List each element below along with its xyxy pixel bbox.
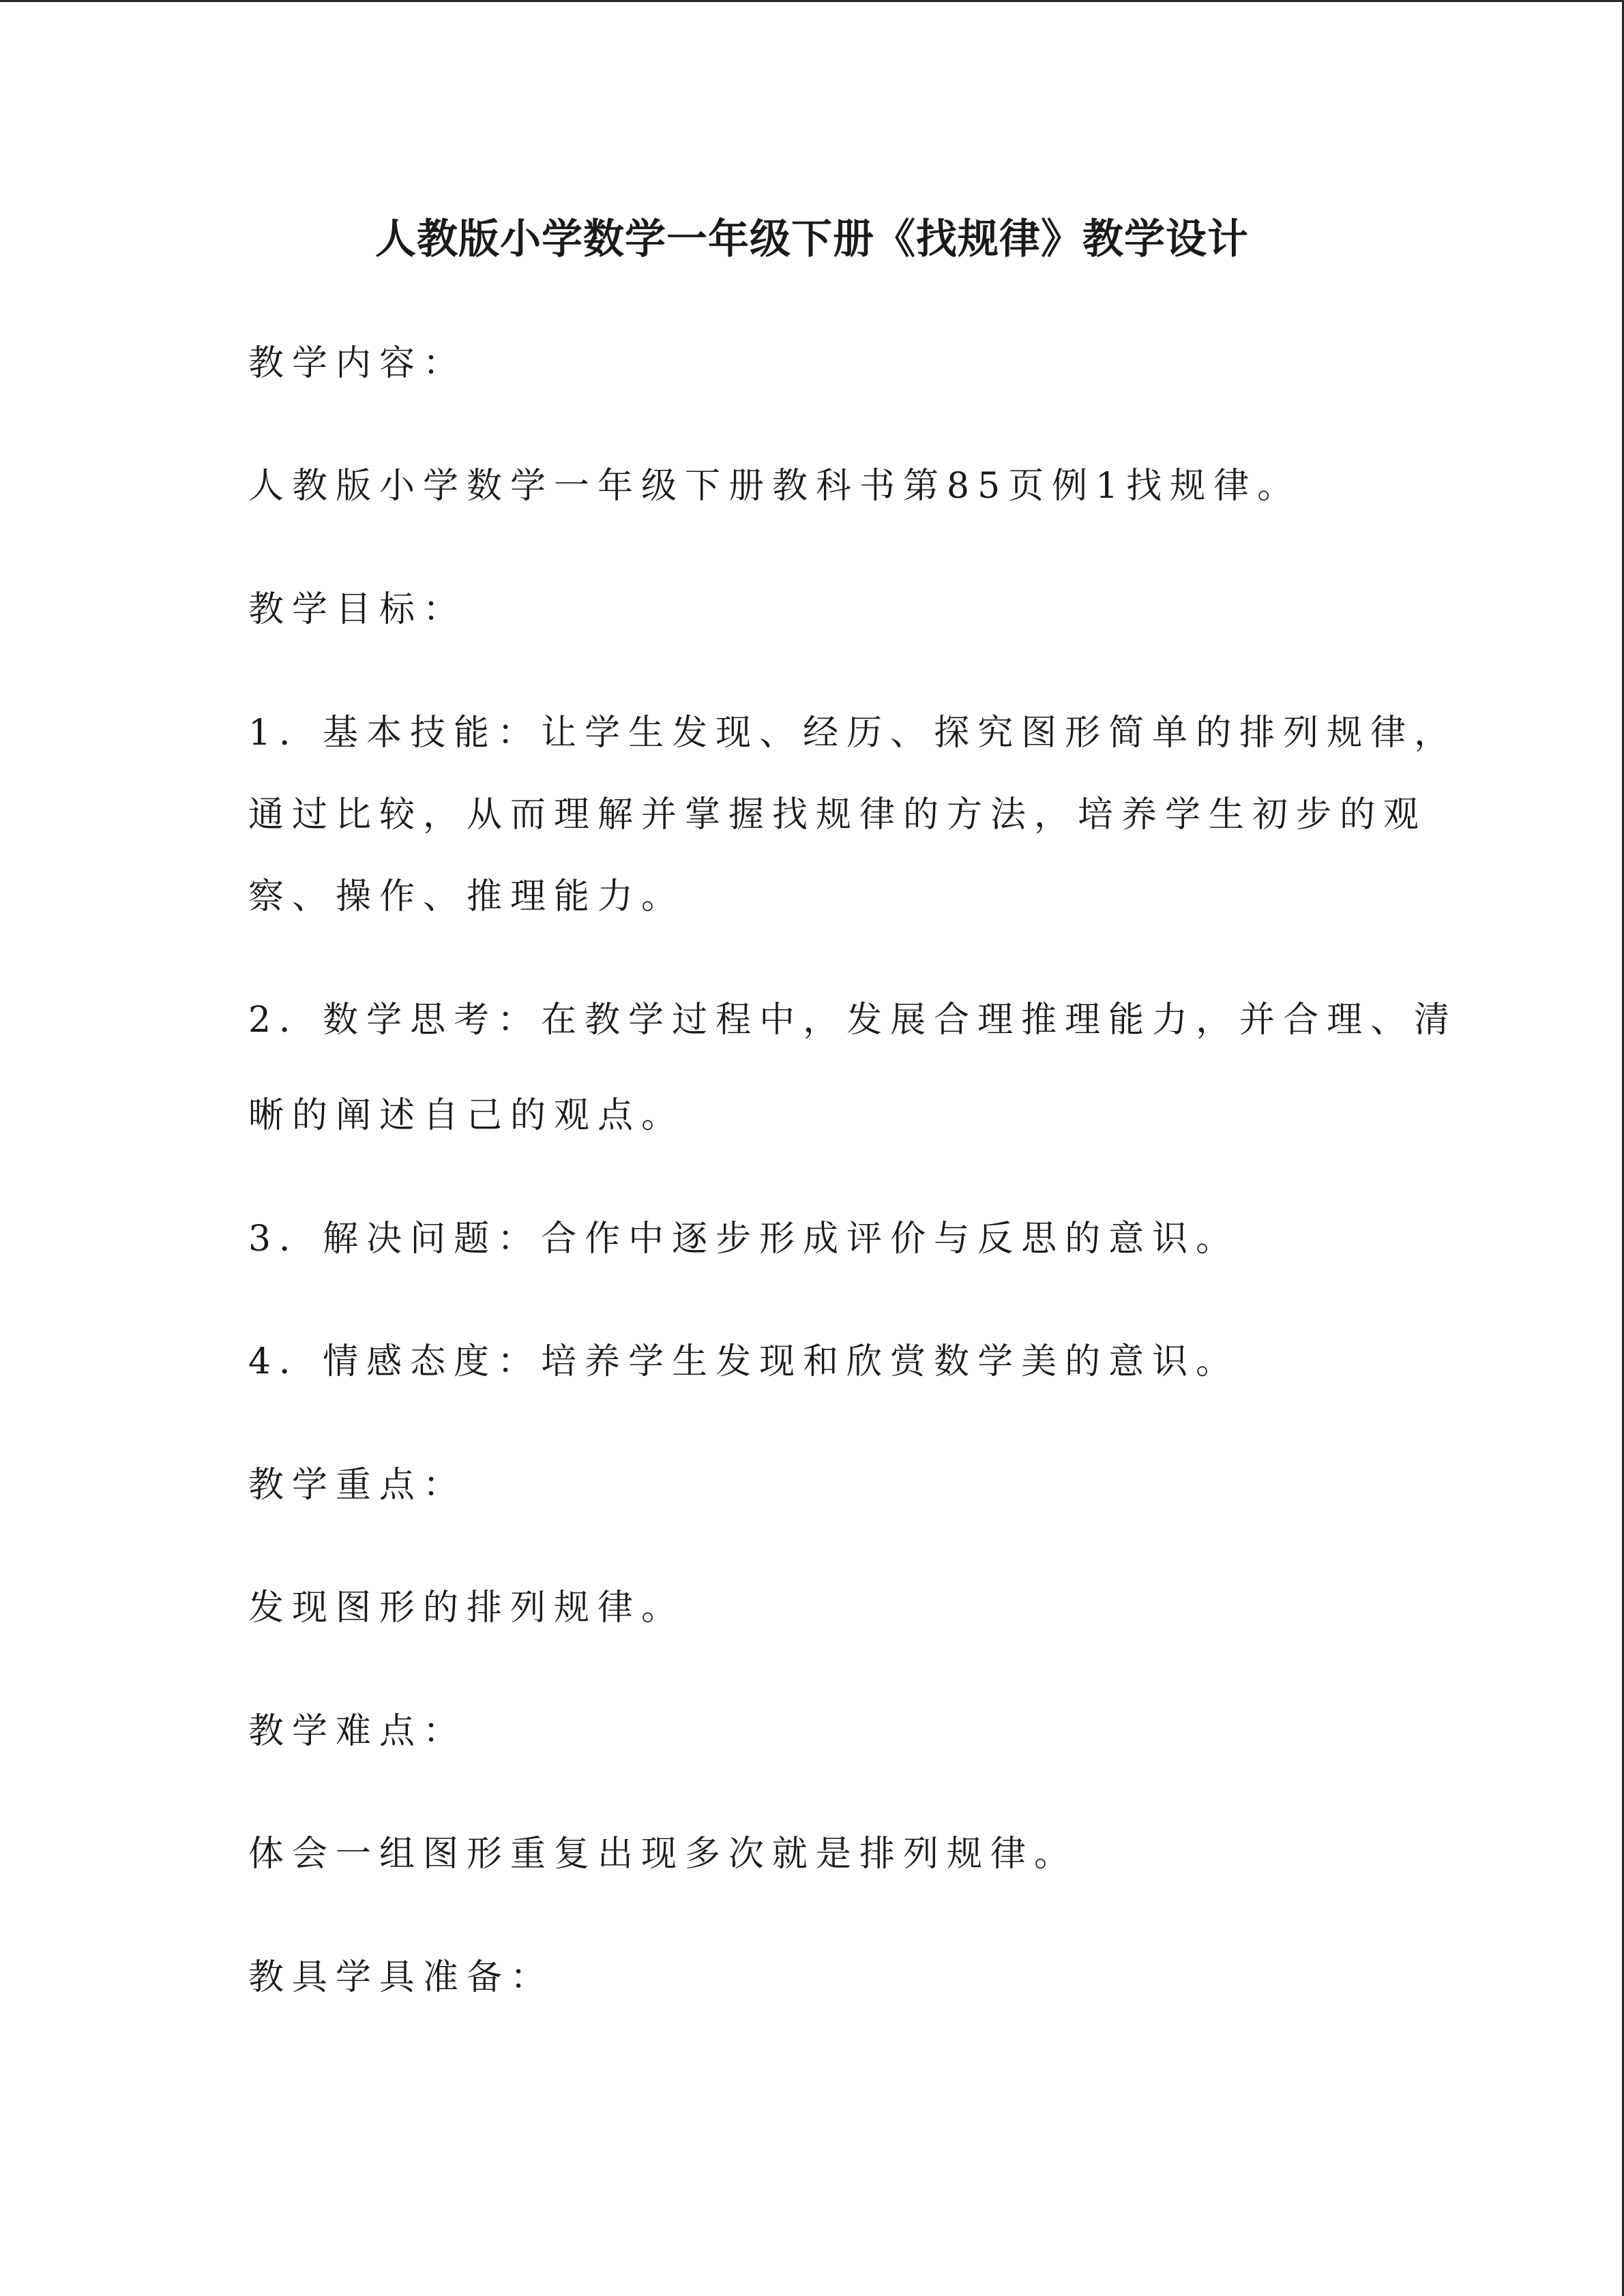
goal-2-line-2: 晰的阐述自己的观点。 [248, 1095, 685, 1136]
goal-3: 3．解决问题：合作中逐步形成评价与反思的意识。 [248, 1219, 1240, 1259]
goal-4: 4．情感态度：培养学生发现和欣赏数学美的意识。 [248, 1341, 1240, 1382]
heading-teaching-content: 教学内容： [248, 343, 467, 384]
heading-key-points: 教学重点： [248, 1465, 467, 1506]
paragraph-teaching-content: 人教版小学数学一年级下册教科书第85页例1找规律。 [248, 466, 1301, 507]
paragraph-key-points: 发现图形的排列规律。 [248, 1587, 685, 1628]
document-title: 人教版小学数学一年级下册《找规律》教学设计 [375, 215, 1249, 263]
goal-1-line-2: 通过比较，从而理解并掌握找规律的方法，培养学生初步的观 [248, 794, 1428, 835]
heading-teaching-aids: 教具学具准备： [248, 1957, 555, 1998]
goal-1-line-1: 1．基本技能：让学生发现、经历、探究图形简单的排列规律， [248, 713, 1458, 754]
goal-1-line-3: 察、操作、推理能力。 [248, 876, 685, 917]
goal-2-line-1: 2．数学思考：在教学过程中，发展合理推理能力，并合理、清 [248, 1000, 1458, 1041]
heading-teaching-goals: 教学目标： [248, 589, 467, 630]
heading-difficult-points: 教学难点： [248, 1711, 467, 1752]
paragraph-difficult-points: 体会一组图形重复出现多次就是排列规律。 [248, 1834, 1078, 1875]
